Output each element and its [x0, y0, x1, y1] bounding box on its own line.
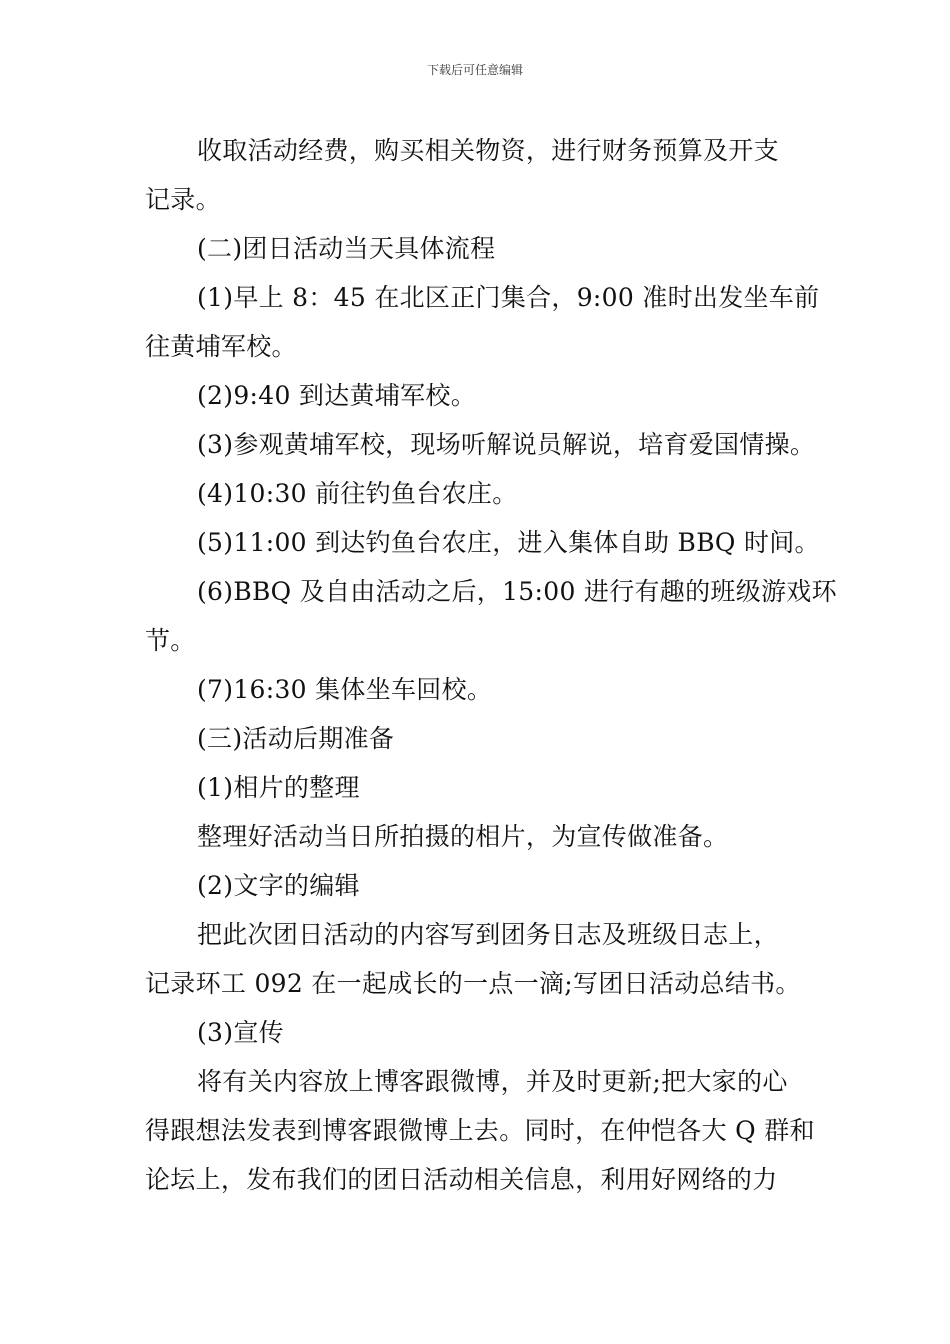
text-line: 得跟想法发表到博客跟微博上去。同时，在仲恺各大 Q 群和: [145, 1116, 815, 1145]
document-body: [145, 126, 837, 1204]
section-heading: (三)活动后期准备: [197, 724, 395, 753]
list-item: (2)文字的编辑: [197, 871, 360, 900]
list-item: (5)11:00 到达钓鱼台农庄，进入集体自助 BBQ 时间。: [197, 528, 820, 557]
list-item: (7)16:30 集体坐车回校。: [197, 675, 493, 704]
text-line: 整理好活动当日所拍摄的相片，为宣传做准备。: [197, 822, 729, 851]
text-line: 将有关内容放上博客跟微博，并及时更新;把大家的心: [197, 1067, 788, 1096]
list-item: (6)BBQ 及自由活动之后，15:00 进行有趣的班级游戏环: [197, 577, 837, 606]
text-line: 记录。: [145, 185, 221, 214]
page-header: 下载后可任意编辑: [426, 63, 523, 77]
list-item: (3)宣传: [197, 1018, 284, 1047]
text-line: 记录环工 092 在一起成长的一点一滴;写团日活动总结书。: [145, 969, 801, 998]
text-line: 把此次团日活动的内容写到团务日志及班级日志上，: [197, 920, 779, 949]
text-line: 论坛上，发布我们的团日活动相关信息，利用好网络的力: [145, 1165, 778, 1194]
list-item: (1)相片的整理: [197, 773, 360, 802]
list-item: (4)10:30 前往钓鱼台农庄。: [197, 479, 518, 508]
section-heading: (二)团日活动当天具体流程: [197, 234, 496, 263]
list-item: (2)9:40 到达黄埔军校。: [197, 381, 476, 410]
text-line: 收取活动经费，购买相关物资，进行财务预算及开支: [197, 136, 779, 165]
list-item: (1)早上 8：45 在北区正门集合，9:00 准时出发坐车前: [197, 283, 820, 312]
text-line: 往黄埔军校。: [145, 332, 297, 361]
text-line: 节。: [145, 626, 196, 655]
list-item: (3)参观黄埔军校，现场听解说员解说，培育爱国情操。: [197, 430, 816, 459]
